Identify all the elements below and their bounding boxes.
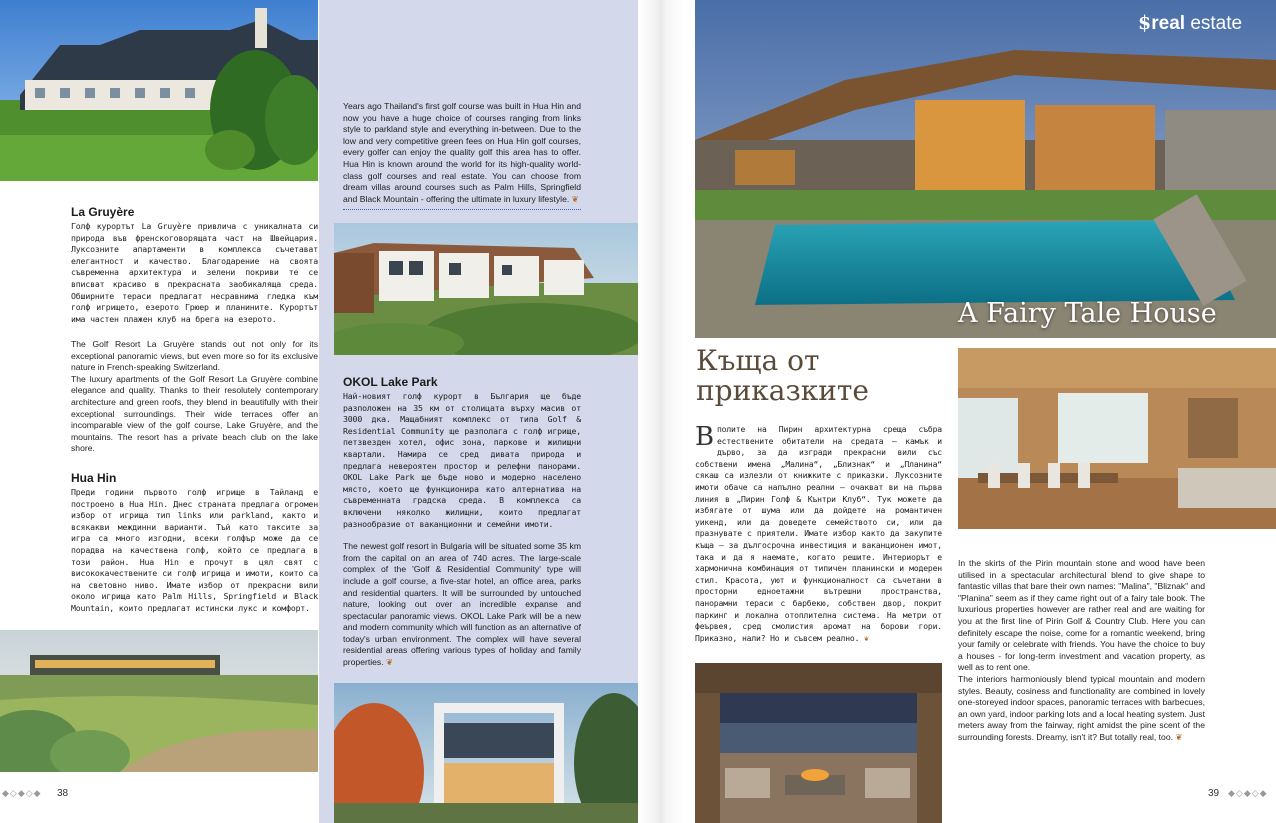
left-page-number: 38 bbox=[57, 788, 69, 799]
bg-title-line-2: приказките bbox=[696, 374, 869, 407]
section-logo bbox=[1138, 12, 1242, 35]
end-mark-icon: ❦ bbox=[859, 633, 869, 643]
bg-title bbox=[696, 346, 869, 406]
hua-hin-en-text: Years ago Thailand's first golf course was built in Hua Hin and now you have a huge choice of courses ranging from links style to parkland style and everything in-between. Due to the low and very competitive green fees on Hua Hin golf courses, every golfer can enjoy the quality golf this area has to offer. Hua Hin is known around the world for its high-quality world-class golf courses and real estate. You can choose from dream villas around courses such as Palm Hills, Springfield and Black Mountain - offering the ultimate in luxury lifestyle. ❦ bbox=[343, 101, 581, 204]
section-label-light: estate bbox=[1185, 13, 1243, 34]
la-gruyere-resort-photo bbox=[0, 0, 318, 181]
la-gruyere-section bbox=[71, 205, 318, 325]
end-mark-icon: ❦ bbox=[383, 657, 394, 668]
la-gruyere-en-section bbox=[71, 339, 318, 455]
section-label-bold: real bbox=[1151, 13, 1186, 34]
en-article-text-2: The interiors harmoniously blend typical mountain and modern styles. Beauty, cosiness and functionality are combined in lovely one-storeyed indoor spaces, panoramic terraces with barbecues, an own yard, indoor parking lots and a local heating system. Just meters away from the fairway, right amidst the pine scent of the surrounding forests. Dreamy, isn't it? But totally real, too. ❦ bbox=[958, 673, 1205, 742]
hua-hin-en-block bbox=[343, 101, 581, 210]
end-mark-icon: ❦ bbox=[1173, 731, 1183, 742]
la-gruyere-heading: La Gruyère bbox=[71, 205, 135, 219]
bg-dropcap: В bbox=[695, 422, 714, 452]
golf-clubhouse-photo bbox=[0, 630, 318, 772]
interior-living-photo bbox=[958, 348, 1276, 529]
la-gruyere-en-text-2: The luxury apartments of the Golf Resort La Gruyère combine elegance and quality. Thanks to their resolutely contemporary architecture and green roofs, they blend in beautifully with their exceptional surroundings. Their wide terraces offer an incomparable view of the golf course, Lake Gruyère, and the mountains. The resort has a private beach club on the lake shore. bbox=[71, 373, 318, 454]
bg-article bbox=[695, 424, 942, 644]
right-page-number: 39 bbox=[1208, 788, 1220, 799]
okol-bg-text: Най-новият голф курорт в България ще бъде разположен на 35 км от столицата върху масив от 3000 дка. Мащабният комплекс от типа Golf & Residential Community ще разполага с голф игрище, петзвезден хотел, офис зона, паркове и жилищни квартали. Намира се сред дивата природа и предлага невероятен простор и релефни панорами. OKOL Lake Park ще бъде ново и модерно населено място, което ще функционира като алтернатива на съвременната градска среда. В комплекса са включени няколко жилищни, които предлагат разнообразие от ваканционни и семейни имоти. bbox=[343, 391, 581, 529]
bg-title-line-1: Къща от bbox=[696, 344, 820, 377]
bg-article-body: полите на Пирин архитектурна среща събра естествените обитатели на средата – камък и дърво, за да изгради прекрасни вили със собствени имена „Малина“, „Близнак“ и „Планина“ сякаш са излезли от книжките с приказки. Луксозните имоти обаче са напълно реални – очакват ви на първа линия в „Пирин Голф & Кънтри Клуб“. Тук можете да избягате от шума или да дойдете на романтичен уикенд, или да доведете семейството си, или да празнувате с приятели. Имате избор както да закупите къща – за дългосрочна инвестиция и ваканционен имот, така и да я наемате, когато решите. Интериорът е хармонична комбинация от типичен планински и модерен стил. Красота, уют и функционалност са съчетани в просторни едноетажни вътрешни пространства, панорамни тераси с барбекю, собствен двор, покрит паркинг и локална отоплителна система. На метри от феървея, сред смолистия аромат на борови гори. Приказно, нали? Но и съвсем реално. ❦ bbox=[695, 425, 942, 643]
hua-hin-heading: Hua Hin bbox=[71, 471, 117, 485]
okol-modern-villa-photo bbox=[334, 683, 638, 823]
end-mark-icon: ❦ bbox=[569, 193, 579, 204]
en-article-text-1: In the skirts of the Pirin mountain stone and wood have been utilised in a spectacular architectural blend to give shape to fantastic villas that bare their own names: "Malina", "Bliznak" and "Planina" seem as if they came right out of a fairy tale book. The luxurious properties however are rather real and are waiting for you at the first line of Pirin Golf & Country Club. Here you can definitely escape the noise, come for a romantic weekend, bring your family or celebrate with friends. You have the choice to buy a houses - for long-term investment and vacation property, as well as to rent one. bbox=[958, 558, 1205, 673]
hero-title: A Fairy Tale House bbox=[958, 298, 1217, 329]
la-gruyere-bg-text: Голф курортът La Gruyère привлича с уникалната си природа във френскоговорящата част на Швейцария. Луксозните апартаменти в комплекса съчетават елегантност и качество. Благодарение на своята съвременна архитектура и зелени покриви те се вписват красиво в прекрасната заобикаляща среда. Обширните тераси предлагат несравнима гледка към голф игрището, езерото Грюер и планините. Курортът има частен плажен клуб на брега на езерото. bbox=[71, 221, 318, 324]
en-article bbox=[958, 558, 1205, 744]
okol-heading: OKOL Lake Park bbox=[343, 375, 438, 389]
okol-townhouses-photo bbox=[334, 223, 638, 355]
bg-article-text bbox=[695, 424, 942, 644]
hua-hin-section bbox=[71, 471, 318, 615]
page-gutter bbox=[638, 0, 684, 823]
real-estate-logo-icon: $ bbox=[1138, 12, 1152, 34]
right-page-ornament: ◆◇◆◇◆ bbox=[1228, 789, 1268, 799]
fairy-tale-house-photo bbox=[695, 0, 1276, 338]
okol-section bbox=[343, 375, 581, 669]
la-gruyere-en-text-1: The Golf Resort La Gruyère stands out not only for its exceptional panoramic views, but even more so for its exclusive nature in French-speaking Switzerland. bbox=[71, 339, 318, 373]
okol-en-text: The newest golf resort in Bulgaria will be situated some 35 km from the capital on an area of 740 acres. The large-scale complex of the 'Golf & Residential Community' type will include a golf course, a five-star hotel, an office area, parks and residential quarters. It will be surrounded by untouched nature, looking out over an incredible expanse and spectacular panoramic views. OKOL Lake Park will be a new and modern community which will function as an alternative of today's urban environment. The complex will have several residential areas offering various types of holiday and family properties. ❦ bbox=[343, 541, 581, 668]
terrace-fireplace-photo bbox=[695, 663, 942, 823]
left-page-ornament: ◆◇◆◇◆ bbox=[2, 789, 42, 799]
hua-hin-bg-text: Преди години първото голф игрище в Тайланд е построено в Hua Hin. Днес страната предлага огромен избор от игрища тип links или parkland, както и всякакви междинни варианти. Тъй като таксите за игра са много изгодни, всеки голфър може да се порадва на качествена голф, който се предлага в този район. Hua Hin е прочут в цял свят с висококачествените си голф игрища и имоти, които са на световно ниво. Имате избор от прекрасни вили около игрища като Palm Hills, Springfield и Black Mountain, които предлагат истински лукс и комфорт. bbox=[71, 487, 318, 613]
